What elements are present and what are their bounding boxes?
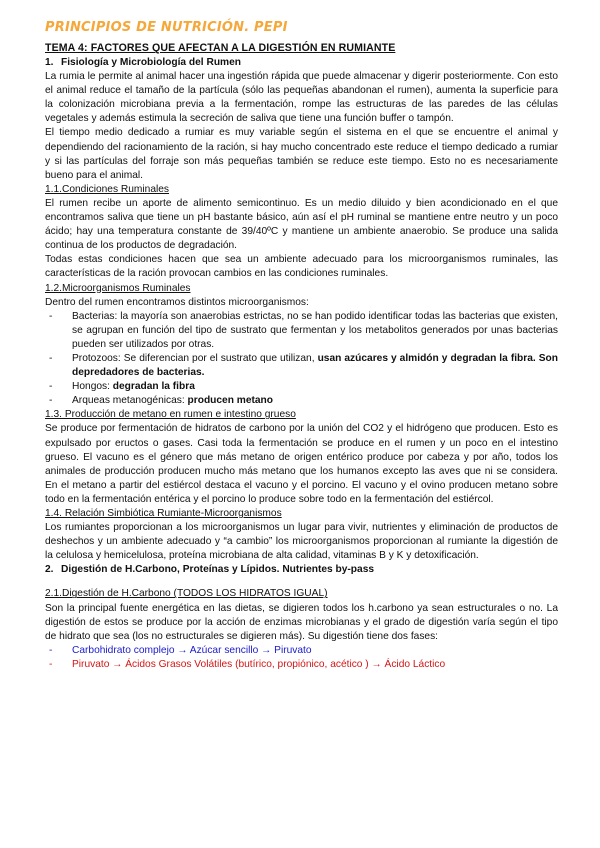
subsection-1-2-heading: 1.2.Microorganismos Ruminales (45, 282, 191, 294)
paragraph-metano: Se produce por fermentación de hidratos de carbono por la unión del CO2 y el hidrógeno que producen. Esto es expulsado por eructos o gases. Casi toda la fermentación se produce en el rumen y un poco en el intestino grueso. El vacuno es el género que más metano de origen entérico produce por cabeza y por año, todos los animales de producción producen mucho más metano que los humanos excepto las aves que ni se considera. En el metano a partir del estiércol destaca el vacuno y el porcino. El vacuno y el ovino producen metano sobre todo en la fermentación entérica y el porcino lo produce sobre todo en la fermentación del estiércol. (45, 423, 558, 505)
hongos-text: Hongos: (72, 381, 113, 393)
protozoos-text: Protozoos: Se diferencian por el sustrato que utilizan, (72, 352, 318, 364)
protozoos-bold-text: usan azúcares y almidón y degradan la fibra. Son depredadores de bacterias. (72, 352, 558, 379)
bacterias-text: Bacterias: la mayoría son anaerobias estrictas, no se han podido identificar todas las bacterias que existen, se agrupan en función del tipo de sustrato que fermentan y los metabolitos generados por unas bacterias pueden ser utilizados por otras. (72, 310, 558, 350)
digestion-phases-list (45, 644, 558, 672)
paragraph-rumia: La rumia le permite al animal hacer una ingestión rápida que puede almacenar y digerir posteriormente. Con esto el animal reduce el tamaño de la partícula (sólo las pequeñas abandonan el rumen), aumenta la superficie para la colonización microbiana previa a la fermentación, rompe las estructuras de las paredes de las células vegetales y además estimula la secreción de saliva que tiene una función buffer o tampón. (45, 71, 558, 125)
course-header: PRINCIPIOS DE NUTRICIÓN. PEPI (45, 20, 288, 35)
paragraph-tiempo: El tiempo medio dedicado a rumiar es muy variable según el sistema en el que se encuentre el animal y dependiendo del racionamiento de la ración, si hay mucho concentrado este reduce el tiempo dedicado a rumiar y si las partículas del forraje son más pequeñas también se reduce este tiempo. Esto no es necesariamente bueno para el animal. (45, 127, 558, 181)
list-item-bacterias (45, 310, 558, 352)
paragraph-rumen: El rumen recibe un aporte de alimento semicontinuo. Es un medio diluido y bien acondicionado en el que encontramos saliva que tiene un pH bastante básico, aún así el pH ruminal se mantiene entre neutro y un poco ácido; hay una temperatura constante de 39/40ºC y mantiene un ambiente anaerobio. Se produce una salida continua de los productos de degradación. (45, 197, 558, 252)
phase-item-2: - Piruvato → Ácidos Grasos Volátiles (butírico, propiónico, acético ) → Ácido Láctico (45, 658, 558, 672)
subsection-1-1-heading: 1.1.Condiciones Ruminales (45, 183, 170, 195)
hongos-bold-text: degradan la fibra (112, 381, 195, 393)
list-item-hongos (45, 380, 558, 394)
list-item-arqueas (45, 394, 558, 408)
paragraph-simbiosis: Los rumiantes proporcionan a los microorganismos un lugar para vivir, nutrientes y eliminación de productos de deshechos y un ambiente adecuado y “a cambio” los microorganismos proporcionan al rumiante la digestión de la celulosa y hemicelulosa, proteína microbiana de alta calidad, vitaminas B y K y detoxificación. (45, 522, 558, 562)
topic-title: TEMA 4: FACTORES QUE AFECTAN A LA DIGESTIÓN EN RUMIANTE (45, 42, 396, 54)
paragraph-microorganismos-intro: Dentro del rumen encontramos distintos microorganismos: (45, 296, 309, 308)
arqueas-text: Arqueas metanogénicas: (72, 395, 188, 407)
paragraph-condiciones: Todas estas condiciones hacen que sea un ambiente adecuado para los microorganismos ruminales, las características de la ración provocan cambios en las condiciones ruminales. (45, 254, 558, 280)
section-2-title: Digestión de H.Carbono, Proteínas y Lípidos. Nutrientes by-pass (61, 564, 375, 576)
section-1-number: 1. (45, 57, 54, 68)
spacer (45, 577, 558, 587)
section-2-heading (45, 563, 558, 577)
document-body (45, 56, 558, 672)
subsection-1-3-heading: 1.3. Producción de metano en rumen e intestino grueso (45, 409, 296, 421)
phase-item-1: - Carbohidrato complejo → Azúcar sencillo → Piruvato (45, 644, 558, 658)
section-2-number: 2. (45, 564, 54, 576)
subsection-1-4-heading: 1.4. Relación Simbiótica Rumiante-Microorganismos (45, 508, 282, 519)
section-1-heading (45, 56, 558, 70)
subsection-2-1-heading: 2.1.Digestión de H.Carbono (TODOS LOS HIDRATOS IGUAL) (45, 588, 328, 600)
microorganism-list (45, 310, 558, 409)
paragraph-hidratos: Son la principal fuente energética en las dietas, se digieren todos los h.carbono ya sean estructurales o no. La digestión de estos se produce por la acción de enzimas microbianas y el grado de digestión varía según el tipo de hidrato que sea (los no estructurales se digieren más). Su digestión tiene dos fases: (45, 602, 558, 642)
arqueas-bold-text: producen metano (187, 395, 274, 407)
list-item-protozoos (45, 352, 558, 380)
section-1-title: Fisiología y Microbiología del Rumen (61, 57, 241, 68)
